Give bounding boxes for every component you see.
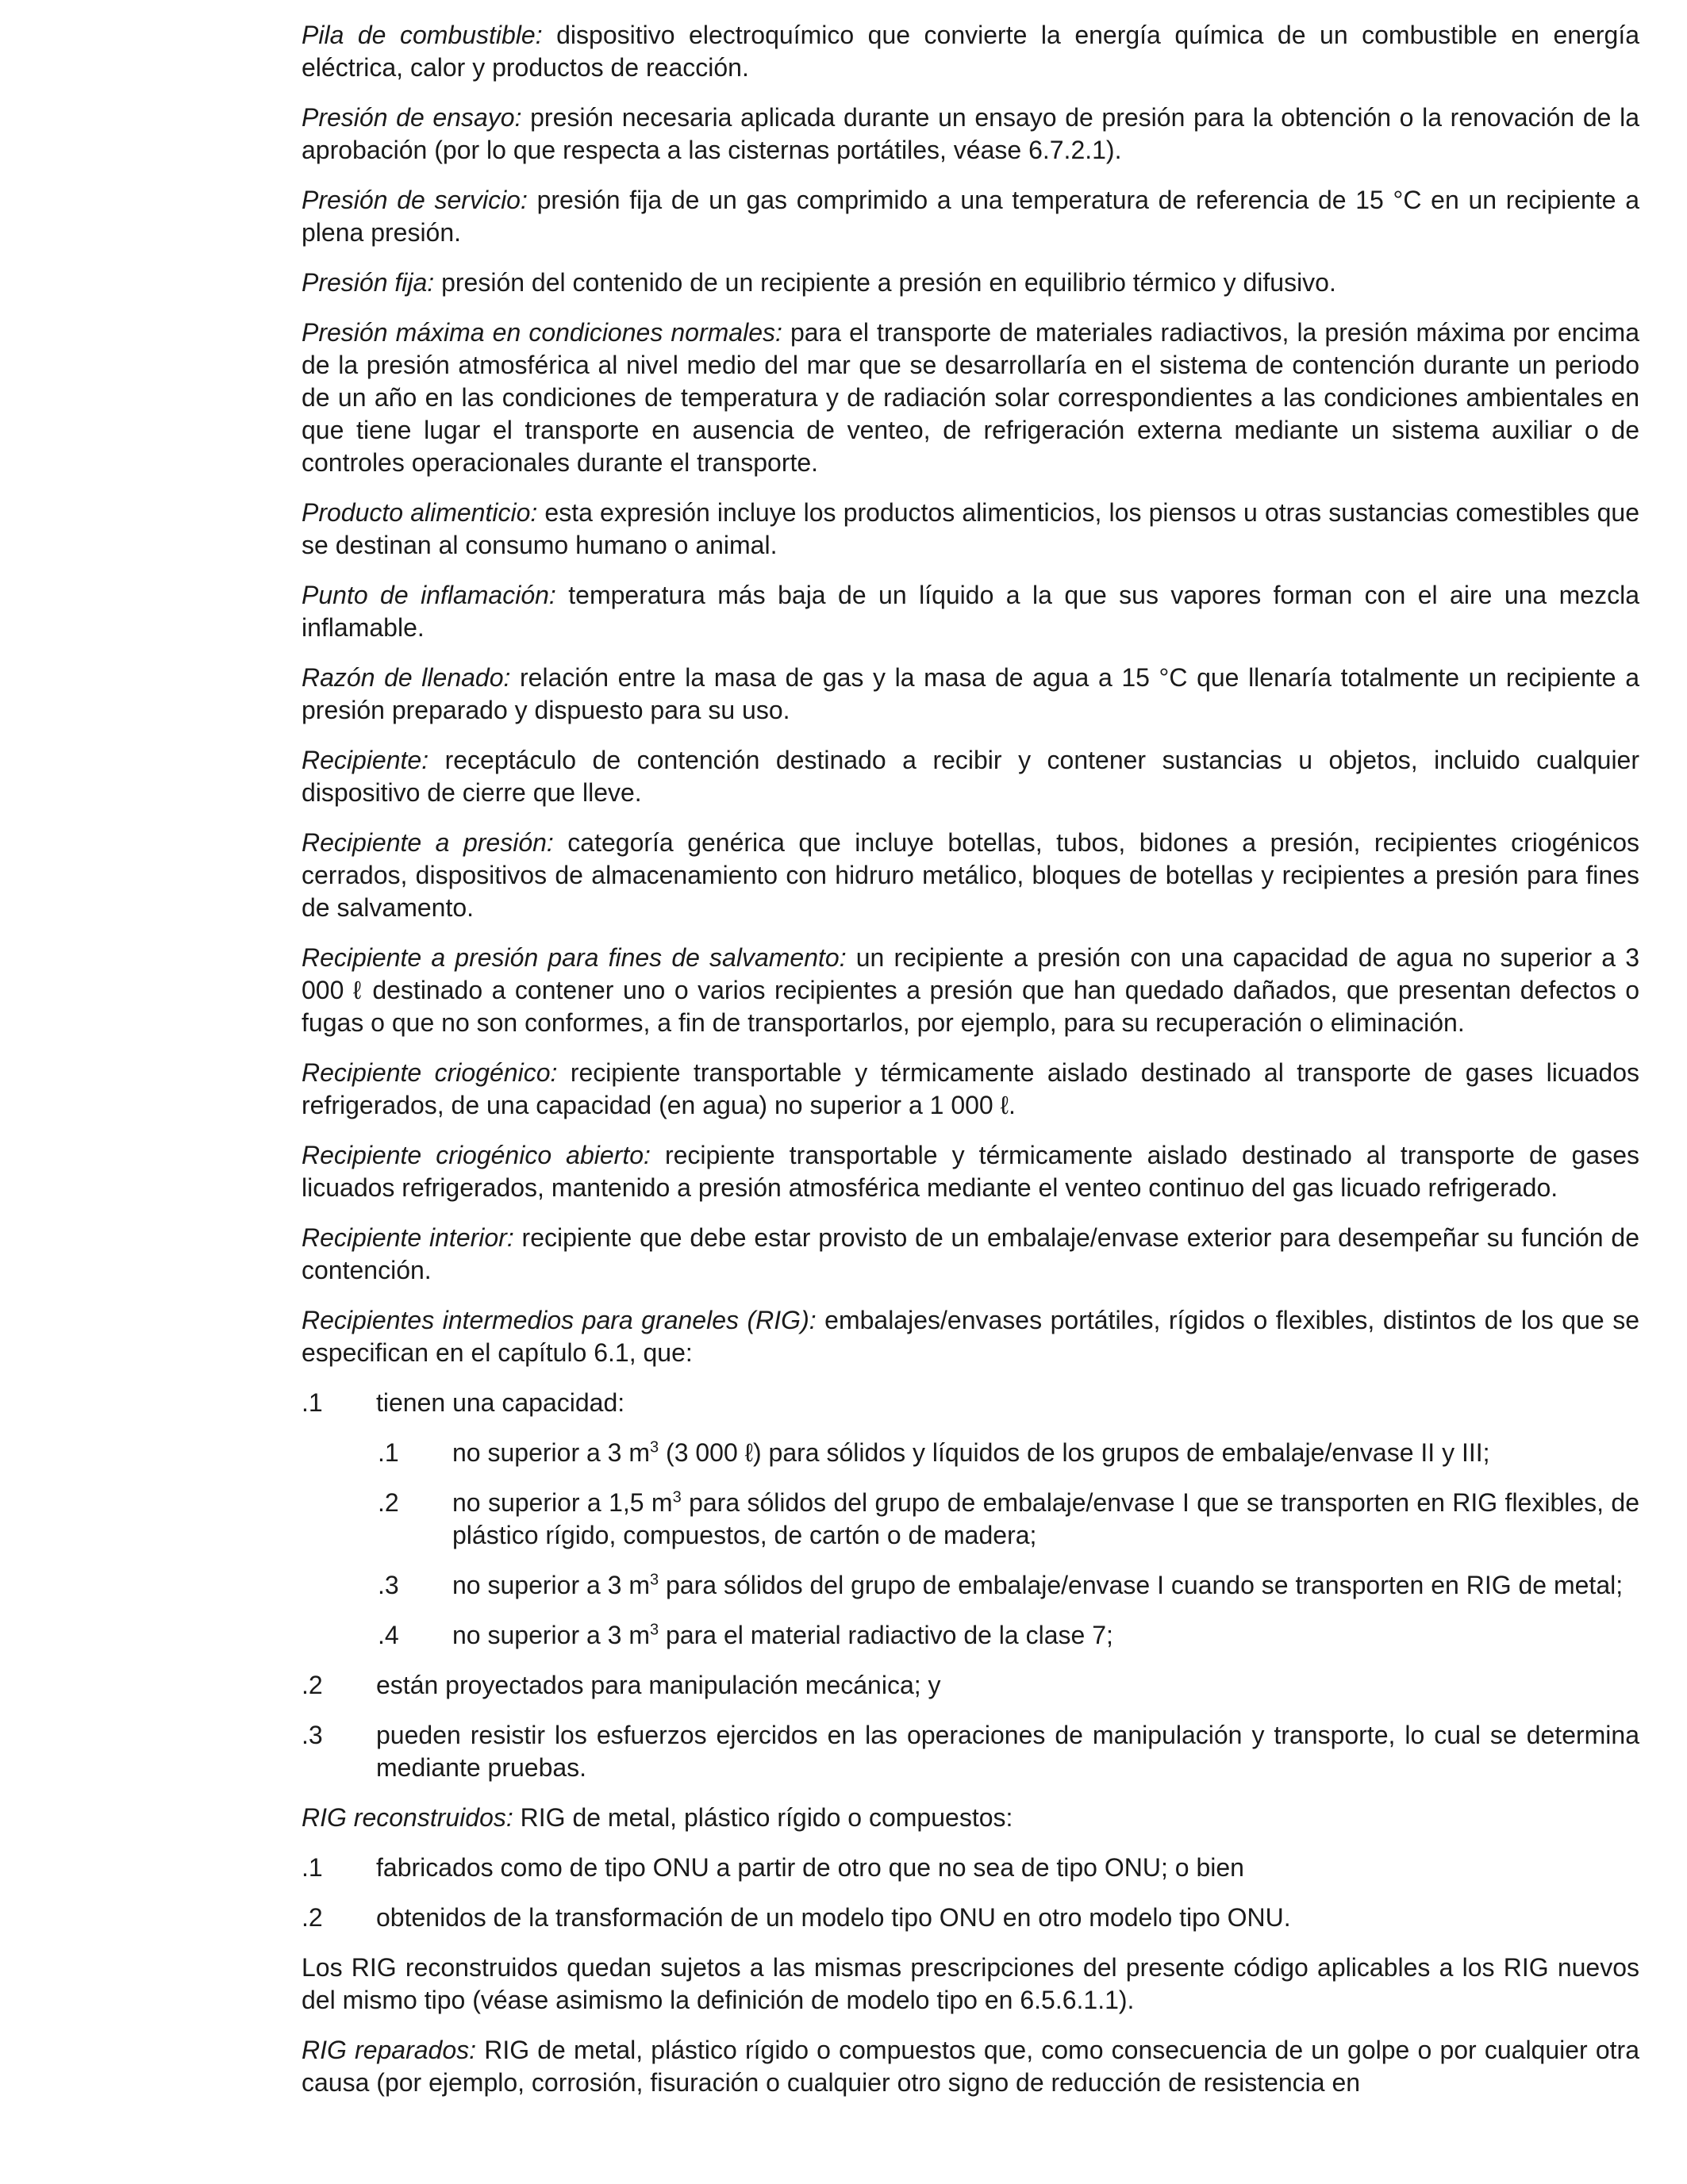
definition-term: Presión fija: (302, 268, 435, 297)
definition-producto-alimenticio (302, 497, 1639, 562)
definition-text: RIG de metal, plástico rígido o compuestos: (513, 1803, 1013, 1832)
definition-pila-de-combustible (302, 19, 1639, 84)
definition-term: Presión de servicio: (302, 186, 528, 214)
definition-rig-reconstruidos (302, 1802, 1639, 1834)
definition-term: Recipiente a presión para fines de salvamento: (302, 943, 847, 972)
item-text: pueden resistir los esfuerzos ejercidos en las operaciones de manipulación y transporte, lo cual se determina mediante pruebas. (376, 1721, 1639, 1782)
definition-term: Recipiente criogénico: (302, 1058, 558, 1087)
definition-rig (302, 1304, 1639, 1369)
definition-text: embalajes/envases portátiles, rígidos o flexibles, distintos de los que se especifican en el capítulo 6.1, que: (302, 1306, 1640, 1367)
rig-item (302, 1719, 1639, 1784)
definition-term: Presión máxima en condiciones normales: (302, 318, 782, 347)
definition-term: Pila de combustible: (302, 21, 543, 49)
definition-text: recipiente transportable y térmicamente aislado destinado al transporte de gases licuados refrigerados, de una capacidad (en agua) no superior a 1 000 ℓ. (302, 1058, 1640, 1119)
definition-term: Razón de llenado: (302, 663, 511, 692)
definition-text: presión necesaria aplicada durante un ensayo de presión para la obtención o la renovación de la aprobación (por lo que respecta a las cisternas portátiles, véase 6.7.2.1). (302, 103, 1640, 164)
rig-item (302, 1387, 1639, 1419)
definition-term: Recipientes intermedios para graneles (RIG): (302, 1306, 817, 1334)
item-number: .3 (302, 1721, 323, 1749)
rig-reconstruidos-item (302, 1902, 1639, 1934)
definition-punto-de-inflamacion (302, 579, 1639, 644)
definition-recipiente (302, 744, 1639, 809)
item-text: para sólidos del grupo de embalaje/envase I que se transporten en RIG flexibles, de plástico rígido, compuestos, de cartón o de madera; (452, 1488, 1639, 1549)
definition-term: Recipiente: (302, 746, 429, 774)
definition-term: Recipiente interior: (302, 1223, 514, 1252)
rig-reconstruidos-item (302, 1852, 1639, 1884)
rig-item (302, 1669, 1639, 1702)
definition-text: receptáculo de contención destinado a recibir y contener sustancias u objetos, incluido cualquier dispositivo de cierre que lleve. (302, 746, 1639, 807)
capacity-subitem (302, 1619, 1639, 1652)
definition-text: relación entre la masa de gas y la masa de agua a 15 °C que llenaría totalmente un recipiente a presión preparado y dispuesto para su uso. (302, 663, 1640, 724)
definition-rig-reparados (302, 2034, 1639, 2099)
superscript: 3 (650, 1438, 659, 1457)
item-text: no superior a 3 m (452, 1438, 651, 1467)
capacity-subitem (302, 1569, 1639, 1602)
superscript: 3 (650, 1571, 659, 1589)
definition-recipiente-criogenico (302, 1057, 1639, 1122)
item-number: .3 (378, 1571, 399, 1599)
definition-term: Recipiente a presión: (302, 828, 554, 857)
definition-term: Presión de ensayo: (302, 103, 522, 132)
item-text: para el material radiactivo de la clase 7; (659, 1621, 1113, 1649)
definition-term: Producto alimenticio: (302, 498, 538, 527)
item-text: no superior a 3 m (452, 1621, 651, 1649)
item-text: (3 000 ℓ) para sólidos y líquidos de los grupos de embalaje/envase II y III; (659, 1438, 1490, 1467)
definition-presion-de-ensayo (302, 102, 1639, 167)
definition-text: categoría genérica que incluye botellas, tubos, bidones a presión, recipientes criogénicos cerrados, dispositivos de almacenamiento con hidruro metálico, bloques de botellas y recipientes a presión para fines de salvamento. (302, 828, 1640, 922)
definition-term: Punto de inflamación: (302, 581, 556, 609)
capacity-subitem (302, 1437, 1639, 1469)
definition-recipiente-interior (302, 1222, 1639, 1287)
item-number: .1 (378, 1438, 399, 1467)
item-text: no superior a 1,5 m (452, 1488, 673, 1517)
definition-text: para el transporte de materiales radiactivos, la presión máxima por encima de la presión atmosférica al nivel medio del mar que se desarrollaría en el sistema de contención durante un periodo de un año en las condiciones de temperatura y de radiación solar correspondientes a las condiciones ambientales en que tiene lugar el transporte en ausencia de venteo, de refrigeración externa mediante un sistema auxiliar o de controles operacionales durante el transporte. (302, 318, 1640, 477)
item-text: obtenidos de la transformación de un modelo tipo ONU en otro modelo tipo ONU. (376, 1903, 1291, 1932)
definition-text: presión del contenido de un recipiente a presión en equilibrio térmico y difusivo. (434, 268, 1336, 297)
definition-presion-maxima (302, 317, 1639, 479)
item-number: .4 (378, 1621, 399, 1649)
item-number: .1 (302, 1388, 323, 1417)
definition-recipiente-criogenico-abierto (302, 1139, 1639, 1204)
superscript: 3 (650, 1621, 659, 1639)
definition-text: temperatura más baja de un líquido a la que sus vapores forman con el aire una mezcla inflamable. (302, 581, 1640, 642)
definition-text: esta expresión incluye los productos alimenticios, los piensos u otras sustancias comestibles que se destinan al consumo humano o animal. (302, 498, 1640, 559)
item-number: .2 (302, 1903, 323, 1932)
item-number: .2 (302, 1671, 323, 1699)
item-number: .1 (302, 1853, 323, 1882)
definition-recipiente-a-presion (302, 827, 1639, 924)
superscript: 3 (672, 1488, 682, 1507)
definition-presion-de-servicio (302, 184, 1639, 249)
definition-text: recipiente que debe estar provisto de un embalaje/envase exterior para desempeñar su función de contención. (302, 1223, 1640, 1284)
item-text: fabricados como de tipo ONU a partir de otro que no sea de tipo ONU; o bien (376, 1853, 1244, 1882)
rig-reconstruidos-note: Los RIG reconstruidos quedan sujetos a las mismas prescripciones del presente código aplicables a los RIG nuevos del mismo tipo (véase asimismo la definición de modelo tipo en 6.5.6.1.1). (302, 1953, 1639, 2014)
item-text: para sólidos del grupo de embalaje/envase I cuando se transporten en RIG de metal; (659, 1571, 1624, 1599)
definition-text: dispositivo electroquímico que convierte la energía química de un combustible en energía eléctrica, calor y productos de reacción. (302, 21, 1640, 82)
definition-term: RIG reparados: (302, 2036, 477, 2064)
document-page (302, 19, 1639, 2117)
definition-text: recipiente transportable y térmicamente aislado destinado al transporte de gases licuados refrigerados, mantenido a presión atmosférica mediante el venteo continuo del gas licuado refrigerado. (302, 1141, 1640, 1202)
capacity-subitem (302, 1487, 1639, 1552)
definition-presion-fija (302, 267, 1639, 299)
definition-text: RIG de metal, plástico rígido o compuestos que, como consecuencia de un golpe o por cualquier otra causa (por ejemplo, corrosión, fisuración o cualquier otro signo de reducción de resistencia en (302, 2036, 1640, 2097)
definition-recipiente-salvamento (302, 942, 1639, 1039)
definition-text: presión fija de un gas comprimido a una temperatura de referencia de 15 °C en un recipiente a plena presión. (302, 186, 1640, 247)
item-text: están proyectados para manipulación mecánica; y (376, 1671, 941, 1699)
definition-term: Recipiente criogénico abierto: (302, 1141, 651, 1169)
definition-text: un recipiente a presión con una capacidad de agua no superior a 3 000 ℓ destinado a contener uno o varios recipientes a presión que han quedado dañados, que presentan defectos o fugas o que no son conformes, a fin de transportarlos, por ejemplo, para su recuperación o eliminación. (302, 943, 1640, 1037)
item-text: tienen una capacidad: (376, 1388, 625, 1417)
definition-razon-de-llenado (302, 662, 1639, 727)
item-number: .2 (378, 1488, 399, 1517)
definition-term: RIG reconstruidos: (302, 1803, 513, 1832)
item-text: no superior a 3 m (452, 1571, 651, 1599)
